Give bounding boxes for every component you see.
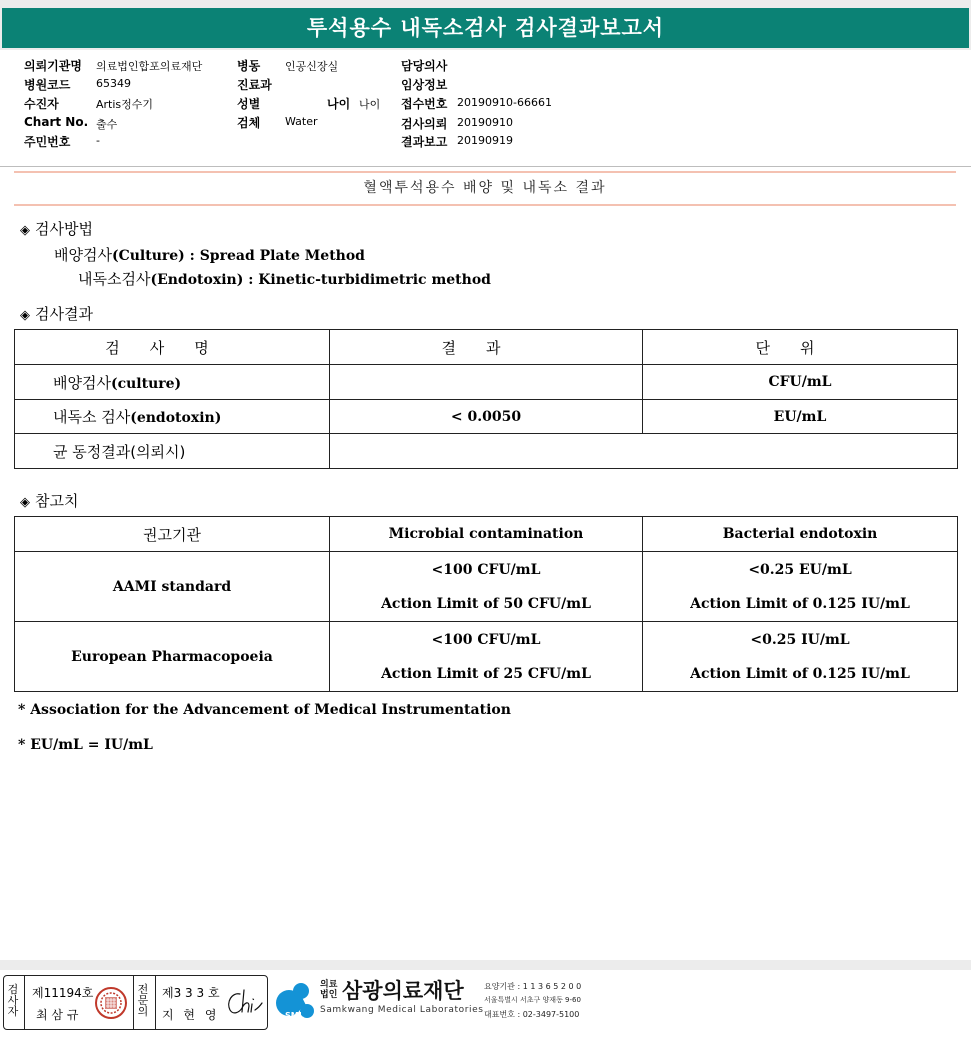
results-table — [14, 329, 958, 469]
test-name: 균 동정결과(의뢰시) — [15, 434, 330, 469]
institution-code: 요양기관 : 1 1 3 6 5 2 0 0 — [484, 982, 582, 991]
info-value: 65349 — [96, 77, 131, 90]
diamond-icon: ◈ — [20, 495, 30, 510]
info-label: 접수번호 — [401, 97, 448, 111]
table-header-row — [15, 517, 958, 552]
address: 서울특별시 서초구 양재동 9-60 — [484, 996, 581, 1004]
diamond-icon: ◈ — [20, 223, 30, 238]
results-heading: ◈ 검사결과 — [20, 305, 93, 323]
info-label: 담당의사 — [401, 59, 448, 73]
report-title: 투석용수 내독소검사 검사결과보고서 — [2, 8, 969, 48]
info-label: 의뢰기관명 — [24, 59, 82, 73]
specialist-license: 제3 3 3 호 — [162, 986, 220, 1000]
culture-method: 배양검사(Culture) : Spread Plate Method — [54, 246, 365, 264]
footer-divider — [0, 960, 971, 970]
test-unit: CFU/mL — [643, 365, 958, 400]
column-header: 단위 — [643, 330, 958, 365]
info-label: 검사의뢰 — [401, 117, 448, 131]
test-result — [330, 434, 958, 469]
divider — [14, 171, 956, 173]
org-name-en: Samkwang Medical Laboratories — [320, 1005, 484, 1015]
org-prefix: 의료 법인 — [320, 980, 338, 1000]
endotoxin-method: 내독소검사(Endotoxin) : Kinetic-turbidimetric method — [78, 270, 491, 288]
info-label: 수진자 — [24, 97, 59, 111]
info-value: 의료법인합포의료재단 — [96, 60, 203, 73]
table-row — [15, 552, 958, 622]
age-label: 나이 — [327, 97, 351, 111]
info-label: Chart No. — [24, 115, 89, 129]
info-label: 병원코드 — [24, 78, 71, 92]
logo-abbr: SML — [285, 1011, 304, 1020]
org-name: European Pharmacopoeia — [15, 622, 330, 692]
info-value: 20190910-66661 — [457, 96, 552, 109]
phone: 대표번호 : 02-3497-5100 — [484, 1010, 580, 1019]
divider — [155, 976, 156, 1029]
endotoxin-limit: <0.25 IU/mL Action Limit of 0.125 IU/mL — [643, 622, 958, 692]
info-value: Artis정수기 — [96, 98, 154, 111]
handwritten-signature — [222, 986, 264, 1020]
table-header-row — [15, 330, 958, 365]
table-row — [15, 434, 958, 469]
signature-box — [3, 975, 268, 1030]
column-header: Microbial contamination — [330, 517, 643, 552]
method-heading: ◈ 검사방법 — [20, 220, 93, 238]
divider — [14, 204, 956, 206]
reference-table — [14, 516, 958, 692]
endotoxin-limit: <0.25 EU/mL Action Limit of 0.125 IU/mL — [643, 552, 958, 622]
diamond-icon: ◈ — [20, 308, 30, 323]
test-name: 배양검사(culture) — [15, 365, 330, 400]
org-name: 삼광의료재단 — [342, 979, 464, 1003]
microbial-limit: <100 CFU/mL Action Limit of 50 CFU/mL — [330, 552, 643, 622]
tester-label: 검사자 — [7, 983, 19, 1018]
column-header: Bacterial endotoxin — [643, 517, 958, 552]
age-value: 나이 — [359, 98, 381, 111]
test-result: < 0.0050 — [330, 400, 643, 434]
info-label: 임상정보 — [401, 78, 448, 92]
test-result — [330, 365, 643, 400]
specialist-name: 지 현 영 — [162, 1008, 220, 1022]
seal-stamp — [94, 986, 128, 1020]
patient-info — [0, 50, 971, 167]
column-header: 권고기관 — [15, 517, 330, 552]
info-label: 주민번호 — [24, 135, 71, 149]
title-bar — [0, 0, 971, 50]
info-label: 진료과 — [237, 78, 272, 92]
info-value: - — [96, 134, 100, 147]
info-label: 병동 — [237, 59, 261, 73]
test-name: 내독소 검사(endotoxin) — [15, 400, 330, 434]
footnote: * Association for the Advancement of Medical Instrumentation — [18, 702, 511, 718]
section-subtitle: 혈액투석용수 배양 및 내독소 결과 — [363, 180, 607, 196]
info-label: 결과보고 — [401, 135, 448, 149]
footnote: * EU/mL = IU/mL — [18, 737, 153, 753]
info-label: 성별 — [237, 97, 261, 111]
specialist-label: 전문의 — [137, 983, 149, 1018]
table-row — [15, 365, 958, 400]
column-header: 검사명 — [15, 330, 330, 365]
info-value: Water — [285, 115, 318, 128]
column-header: 결과 — [330, 330, 643, 365]
microbial-limit: <100 CFU/mL Action Limit of 25 CFU/mL — [330, 622, 643, 692]
reference-heading: ◈ 참고치 — [20, 492, 79, 510]
tester-name: 최 삼 규 — [36, 1008, 79, 1022]
divider — [133, 976, 134, 1029]
info-label: 검체 — [237, 116, 261, 130]
info-value: 인공신장실 — [285, 60, 339, 73]
divider — [24, 976, 25, 1029]
org-name: AAMI standard — [15, 552, 330, 622]
info-value: 출수 — [96, 118, 118, 131]
tester-license: 제11194호 — [32, 986, 94, 1000]
table-row — [15, 400, 958, 434]
sml-logo-icon — [271, 977, 319, 1025]
test-unit: EU/mL — [643, 400, 958, 434]
info-value: 20190919 — [457, 134, 513, 147]
table-row — [15, 622, 958, 692]
info-value: 20190910 — [457, 116, 513, 129]
